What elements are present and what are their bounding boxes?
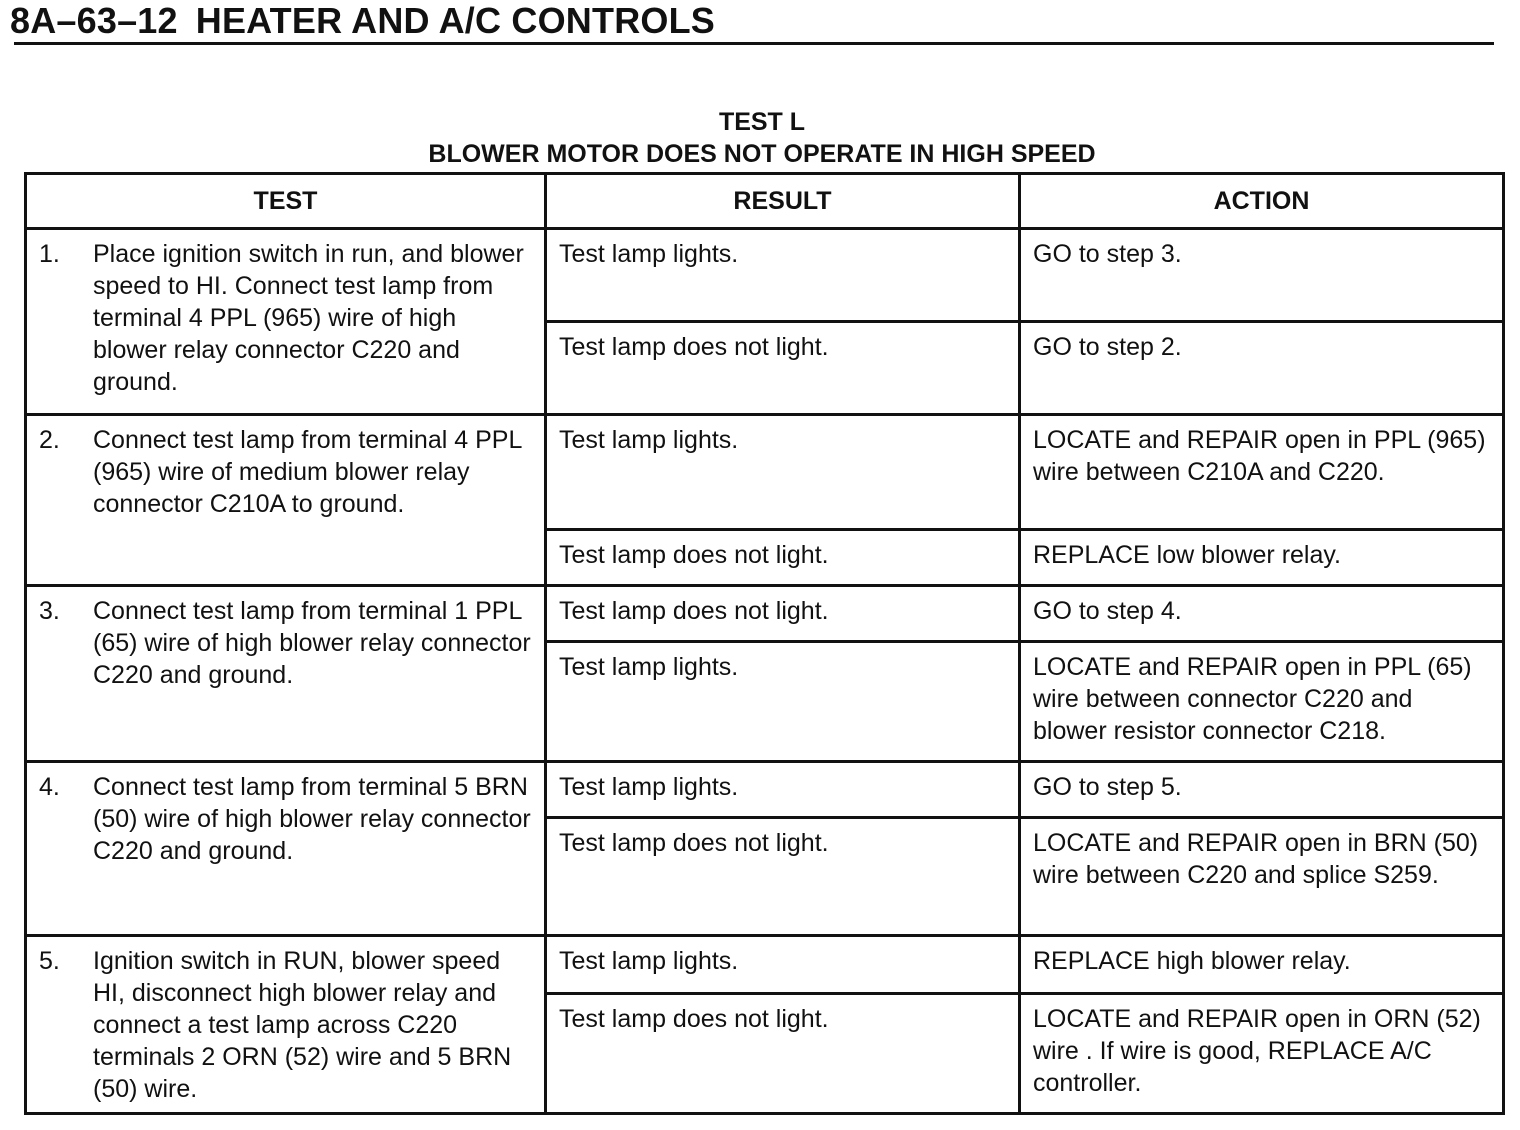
- step-text: Connect test lamp from terminal 5 BRN (50) wire of high blower relay connector C220 and ground.: [93, 773, 531, 865]
- table-row: [26, 936, 1504, 994]
- test-step-cell: [26, 936, 546, 1114]
- table-header-row: [26, 174, 1504, 229]
- test-step-cell: [26, 762, 546, 936]
- action-cell: GO to step 5.: [1020, 762, 1504, 818]
- step-number: 5.: [39, 947, 60, 975]
- step-text: Connect test lamp from terminal 1 PPL (65) wire of high blower relay connector C220 and ground.: [93, 597, 531, 689]
- result-cell: Test lamp does not light.: [546, 818, 1020, 936]
- column-header-test: TEST: [26, 174, 546, 229]
- step-number: 3.: [39, 597, 60, 625]
- action-cell: GO to step 4.: [1020, 586, 1504, 642]
- page-title: [8, 0, 1502, 42]
- step-text: Ignition switch in RUN, blower speed HI, disconnect high blower relay and connect a test lamp across C220 terminals 2 ORN (52) wire and 5 BRN (50) wire.: [93, 947, 512, 1103]
- action-cell: LOCATE and REPAIR open in PPL (65) wire between connector C220 and blower resistor connector C218.: [1020, 642, 1504, 762]
- step-text: Connect test lamp from terminal 4 PPL (965) wire of medium blower relay connector C210A to ground.: [93, 426, 522, 518]
- result-cell: Test lamp lights.: [546, 229, 1020, 322]
- test-id: TEST L: [718, 108, 806, 136]
- action-cell: LOCATE and REPAIR open in BRN (50) wire between C220 and splice S259.: [1020, 818, 1504, 936]
- result-cell: Test lamp does not light.: [546, 586, 1020, 642]
- step-text: Place ignition switch in run, and blower speed to HI. Connect test lamp from terminal 4 PPL (965) wire of high blower relay connector C220 and ground.: [93, 240, 524, 396]
- result-cell: Test lamp lights.: [546, 936, 1020, 994]
- column-header-result: RESULT: [546, 174, 1020, 229]
- page-header: [8, 0, 1502, 42]
- section-title: HEATER AND A/C CONTROLS: [195, 0, 716, 41]
- step-number: 2.: [39, 426, 60, 454]
- test-step-cell: [26, 415, 546, 586]
- step-number: 1.: [39, 240, 60, 268]
- action-cell: LOCATE and REPAIR open in ORN (52) wire . If wire is good, REPLACE A/C controller.: [1020, 994, 1504, 1114]
- column-header-action: ACTION: [1020, 174, 1504, 229]
- test-heading: [24, 106, 1500, 170]
- step-number: 4.: [39, 773, 60, 801]
- result-cell: Test lamp lights.: [546, 415, 1020, 530]
- result-cell: Test lamp lights.: [546, 762, 1020, 818]
- result-cell: Test lamp does not light.: [546, 530, 1020, 586]
- action-cell: REPLACE low blower relay.: [1020, 530, 1504, 586]
- action-cell: GO to step 2.: [1020, 322, 1504, 415]
- result-cell: Test lamp lights.: [546, 642, 1020, 762]
- action-cell: LOCATE and REPAIR open in PPL (965) wire between C210A and C220.: [1020, 415, 1504, 530]
- header-rule: [14, 42, 1494, 45]
- diagnostic-table: [24, 172, 1505, 1115]
- result-cell: Test lamp does not light.: [546, 994, 1020, 1114]
- action-cell: REPLACE high blower relay.: [1020, 936, 1504, 994]
- test-step-cell: [26, 229, 546, 415]
- result-cell: Test lamp does not light.: [546, 322, 1020, 415]
- action-cell: GO to step 3.: [1020, 229, 1504, 322]
- table-row: [26, 762, 1504, 818]
- test-step-cell: [26, 586, 546, 762]
- test-title: BLOWER MOTOR DOES NOT OPERATE IN HIGH SPEED: [428, 140, 1096, 168]
- table-row: [26, 229, 1504, 322]
- table-row: [26, 415, 1504, 530]
- page-code: 8A–63–12: [10, 0, 178, 41]
- table-row: [26, 586, 1504, 642]
